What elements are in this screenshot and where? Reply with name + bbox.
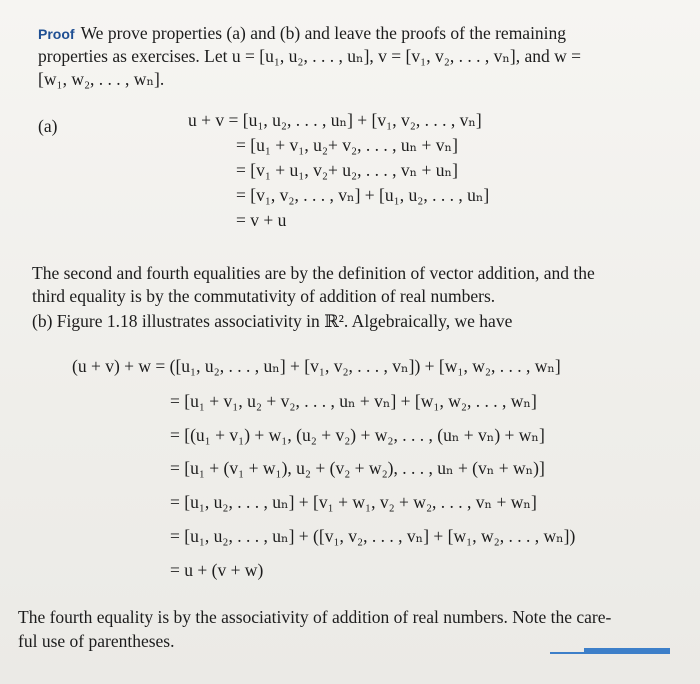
end-of-proof-bar	[584, 648, 670, 654]
part-b-line-5: = [u₁, u₂, . . . , uₙ] + [v₁ + w₁, v₂ + w₂, . . . , vₙ + wₙ]	[170, 492, 537, 512]
part-a-line-2: = [u₁ + v₁, u₂+ v₂, . . . , uₙ + vₙ]	[236, 135, 458, 155]
part-b-line-4: = [u₁ + (v₁ + w₁), u₂ + (v₂ + w₂), . . . , uₙ + (vₙ + wₙ)]	[170, 458, 545, 478]
part-b-line-3: = [(u₁ + v₁) + w₁, (u₂ + v₂) + w₂, . . . , (uₙ + vₙ) + wₙ]	[170, 425, 545, 445]
part-a-line-3: = [v₁ + u₁, v₂+ u₂, . . . , vₙ + uₙ]	[236, 160, 458, 180]
mid-line-2: third equality is by the commutativity of addition of real numbers.	[32, 286, 496, 306]
part-b-line-1: (u + v) + w = ([u₁, u₂, . . . , uₙ] + [v₁, v₂, . . . , vₙ]) + [w₁, w₂, . . . , wₙ]	[72, 356, 561, 376]
intro-text-1: We prove properties (a) and (b) and leave the proofs of the remaining	[80, 23, 567, 43]
intro-line-2: properties as exercises. Let u = [u₁, u₂, . . . , uₙ], v = [v₁, v₂, . . . , vₙ], and w =	[38, 46, 581, 66]
intro-line-1	[38, 22, 668, 46]
intro-line-3: [w₁, w₂, . . . , wₙ].	[38, 69, 165, 89]
end-line-2: ful use of parentheses.	[18, 631, 175, 651]
part-a-line-5: = v + u	[236, 210, 287, 230]
part-b-line-7: = u + (v + w)	[170, 560, 264, 580]
end-line-1: The fourth equality is by the associativity of addition of real numbers. Note the care-	[18, 607, 612, 627]
part-b-line-6: = [u₁, u₂, . . . , uₙ] + ([v₁, v₂, . . . , vₙ] + [w₁, w₂, . . . , wₙ])	[170, 526, 576, 546]
part-a-line-1: u + v = [u₁, u₂, . . . , uₙ] + [v₁, v₂, . . . , vₙ]	[188, 110, 482, 130]
end-rule	[550, 652, 584, 654]
part-a-label: (a)	[38, 116, 58, 136]
mid-line-3: (b) Figure 1.18 illustrates associativity in ℝ². Algebraically, we have	[32, 311, 513, 331]
part-a-line-4: = [v₁, v₂, . . . , vₙ] + [u₁, u₂, . . . , uₙ]	[236, 185, 490, 205]
proof-label: Proof	[38, 26, 75, 42]
mid-line-1: The second and fourth equalities are by the definition of vector addition, and the	[32, 263, 595, 283]
part-b-line-2: = [u₁ + v₁, u₂ + v₂, . . . , uₙ + vₙ] + [w₁, w₂, . . . , wₙ]	[170, 391, 537, 411]
